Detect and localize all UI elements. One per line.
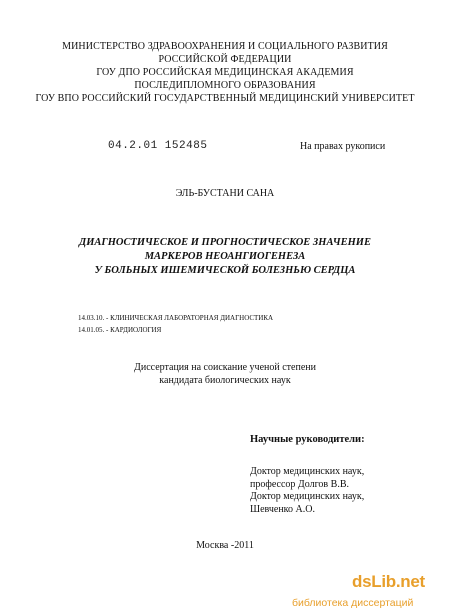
specialty-line: 14.01.05. - КАРДИОЛОГИЯ (78, 326, 162, 334)
supervisor-line: Шевченко А.О. (250, 503, 315, 515)
title-line: МАРКЕРОВ НЕОАНГИОГЕНЕЗА (144, 251, 306, 262)
supervisors-list (250, 466, 364, 516)
city-year: Москва -2011 (196, 540, 254, 551)
degree-line: Диссертация на соискание ученой степени (134, 362, 316, 373)
ministry-line: ПОСЛЕДИПЛОМНОГО ОБРАЗОВАНИЯ (134, 80, 316, 91)
library-stamp-number: 04.2.01 152485 (108, 140, 208, 152)
ministry-line: РОССИЙСКОЙ ФЕДЕРАЦИИ (158, 54, 292, 65)
dslib-watermark-subtitle: библиотека диссертаций (292, 597, 414, 609)
supervisor-line: Доктор медицинских наук, (250, 466, 365, 477)
title-line: ДИАГНОСТИЧЕСКОЕ И ПРОГНОСТИЧЕСКОЕ ЗНАЧЕНИЕ (79, 237, 371, 248)
dissertation-title (0, 236, 450, 278)
supervisor-line: Доктор медицинских наук, (250, 491, 365, 502)
manuscript-rights-note: На правах рукописи (300, 141, 386, 152)
degree-line: кандидата биологических наук (159, 375, 291, 386)
degree-statement (0, 361, 450, 387)
ministry-header (0, 40, 450, 105)
author-name: ЭЛЬ-БУСТАНИ САНА (175, 188, 275, 199)
specialty-line: 14.03.10. - КЛИНИЧЕСКАЯ ЛАБОРАТОРНАЯ ДИАГНОСТИКА (78, 314, 274, 322)
ministry-line: ГОУ ВПО РОССИЙСКИЙ ГОСУДАРСТВЕННЫЙ МЕДИЦИНСКИЙ УНИВЕРСИТЕТ (35, 93, 415, 104)
dslib-watermark-logo: dsLib.net (352, 572, 425, 591)
ministry-line: ГОУ ДПО РОССИЙСКАЯ МЕДИЦИНСКАЯ АКАДЕМИЯ (96, 67, 354, 78)
supervisor-line: профессор Долгов В.В. (250, 478, 349, 490)
supervisors-heading: Научные руководители: (250, 434, 365, 445)
specialty-codes (78, 312, 273, 336)
title-line: У БОЛЬНЫХ ИШЕМИЧЕСКОЙ БОЛЕЗНЬЮ СЕРДЦА (94, 265, 356, 276)
ministry-line: МИНИСТЕРСТВО ЗДРАВООХРАНЕНИЯ И СОЦИАЛЬНОГО РАЗВИТИЯ (62, 41, 388, 52)
